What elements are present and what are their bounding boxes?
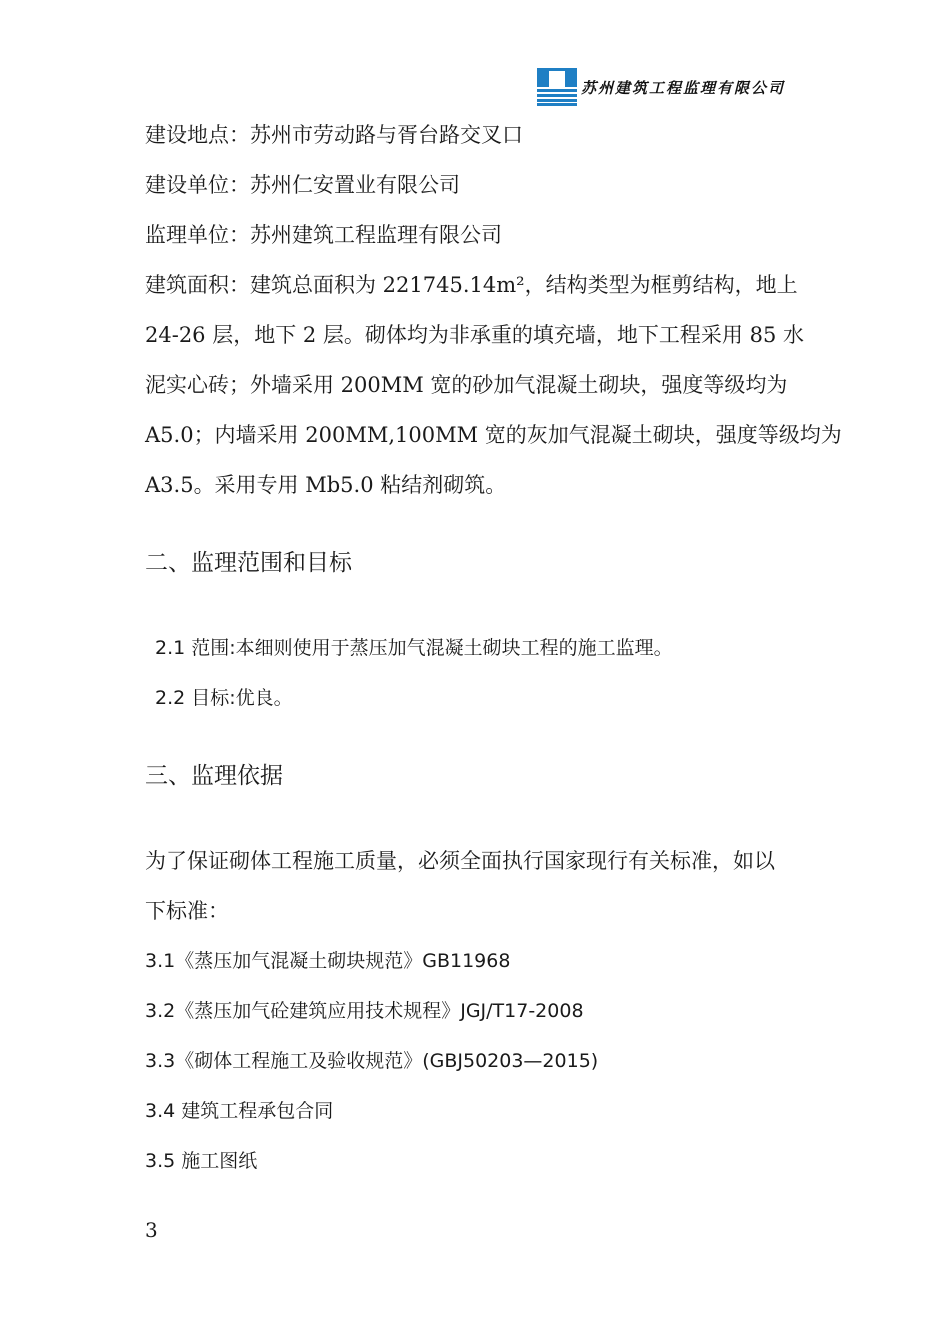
- building-area-line-4: A5.0；内墙采用 200MM,100MM 宽的灰加气混凝土砌块，强度等级均为: [145, 423, 842, 447]
- company-logo-icon: [537, 68, 577, 106]
- building-area-line-3: 泥实心砖；外墙采用 200MM 宽的砂加气混凝土砌块，强度等级均为: [145, 373, 788, 397]
- reference-item-3: 3.3《砌体工程施工及验收规范》(GBJ50203—2015): [145, 1050, 599, 1072]
- page-number: 3: [145, 1218, 158, 1242]
- section-2-item-1: 2.1 范围:本细则使用于蒸压加气混凝土砌块工程的施工监理。: [155, 637, 673, 659]
- section-3-heading: 三、监理依据: [145, 763, 283, 789]
- reference-item-1: 3.1《蒸压加气混凝土砌块规范》GB11968: [145, 950, 511, 972]
- building-area-line-5: A3.5。采用专用 Mb5.0 粘结剂砌筑。: [145, 473, 507, 497]
- company-name: 苏州建筑工程监理有限公司: [581, 78, 786, 97]
- reference-item-2: 3.2《蒸压加气砼建筑应用技术规程》JGJ/T17-2008: [145, 1000, 584, 1022]
- reference-item-5: 3.5 施工图纸: [145, 1150, 258, 1172]
- reference-item-4: 3.4 建筑工程承包合同: [145, 1100, 334, 1122]
- page-header: [537, 68, 785, 106]
- section-3-intro-line-1: 为了保证砌体工程施工质量，必须全面执行国家现行有关标准，如以: [145, 849, 775, 873]
- section-2-heading: 二、监理范围和目标: [145, 550, 352, 576]
- building-area-line-2: 24-26 层，地下 2 层。砌体均为非承重的填充墙，地下工程采用 85 水: [145, 323, 804, 347]
- section-3-intro-line-2: 下标准：: [145, 899, 229, 923]
- project-location: 建设地点：苏州市劳动路与胥台路交叉口: [145, 123, 523, 147]
- building-area-line-1: 建筑面积：建筑总面积为 221745.14m²，结构类型为框剪结构，地上: [145, 273, 798, 297]
- section-2-item-2: 2.2 目标:优良。: [155, 687, 293, 709]
- project-supervisor: 监理单位：苏州建筑工程监理有限公司: [145, 223, 502, 247]
- project-owner: 建设单位：苏州仁安置业有限公司: [145, 173, 460, 197]
